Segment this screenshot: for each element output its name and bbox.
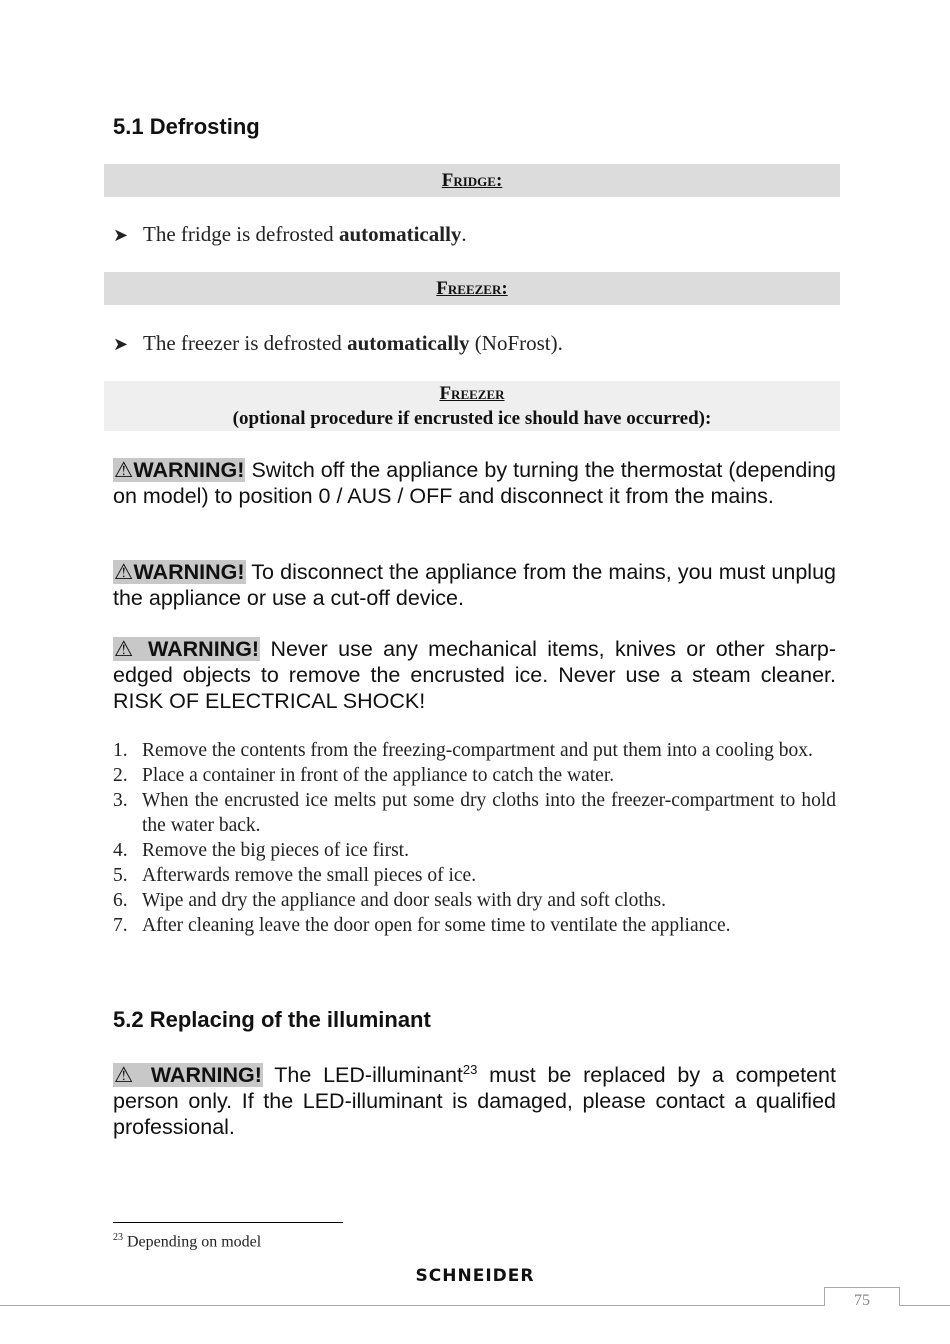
warning-tag: WARNING! xyxy=(133,560,245,584)
freezer-band xyxy=(104,272,840,305)
footnote-text: Depending on model xyxy=(123,1233,262,1251)
fridge-text: The fridge is defrosted xyxy=(143,222,339,246)
list-item: 5. Afterwards remove the small pieces of ice. xyxy=(113,865,477,886)
warning-tag: WARNING! xyxy=(133,458,245,482)
list-item: 1. Remove the contents from the freezing-compartment and put them into a cooling box. xyxy=(113,740,813,761)
brand-logo: SCHNEIDER xyxy=(415,1266,535,1286)
freezer-text: The freezer is defrosted xyxy=(143,331,348,355)
fridge-bullet xyxy=(113,222,467,247)
page-number: 75 xyxy=(824,1287,900,1306)
freezer-label: Freezer: xyxy=(436,278,508,299)
fridge-text-bold: automatically xyxy=(338,222,462,246)
defrost-steps-list xyxy=(113,738,836,938)
warning-switch-off xyxy=(113,457,836,509)
section-heading-defrosting: 5.1 Defrosting xyxy=(113,114,260,139)
list-item: 6. Wipe and dry the appliance and door seals with dry and soft cloths. xyxy=(113,890,666,911)
list-item: 4. Remove the big pieces of ice first. xyxy=(113,840,409,861)
freezer-optional-subtitle: (optional procedure if encrusted ice should have occurred): xyxy=(232,408,712,429)
arrow-bullet-icon: ➤ xyxy=(113,334,129,354)
footer-divider xyxy=(0,1305,950,1306)
warning-triangle-icon: ⚠ xyxy=(114,1063,140,1088)
footnote xyxy=(113,1232,261,1251)
warning-text: To disconnect the appliance from the mains, you must unplug the appliance or use a cut-off device. xyxy=(113,560,836,610)
fridge-band xyxy=(104,164,840,197)
warning-text: Switch off the appliance by turning the thermostat (depending on model) to position 0 / AUS / OFF and disconnect it from the mains. xyxy=(113,458,836,508)
warning-tag: WARNING! xyxy=(148,637,260,661)
arrow-bullet-icon: ➤ xyxy=(113,225,129,245)
freezer-text-bold: automatically xyxy=(347,331,470,355)
warning-disconnect xyxy=(113,559,836,611)
footnote-divider xyxy=(113,1222,343,1223)
footnote-number: 23 xyxy=(113,1232,123,1243)
fridge-text-end: . xyxy=(461,222,467,246)
freezer-optional-band xyxy=(104,381,840,431)
warning-triangle-icon: ⚠ xyxy=(114,458,134,482)
footnote-ref: 23 xyxy=(462,1062,478,1077)
freezer-text-end: (NoFrost). xyxy=(469,331,563,355)
warning-text: Never use any mechanical items, knives or other sharp-edged objects to remove the encrusted ice. Never use a steam cleaner. RISK OF ELECTRICAL SHOCK! xyxy=(113,637,836,713)
list-item: 7. After cleaning leave the door open for some time to ventilate the appliance. xyxy=(113,915,731,936)
warning-mechanical xyxy=(113,636,836,714)
warning-triangle-icon: ⚠ xyxy=(114,637,138,661)
warning-led xyxy=(113,1057,836,1140)
list-item: 2. Place a container in front of the appliance to catch the water. xyxy=(113,765,615,786)
freezer-bullet xyxy=(113,331,563,356)
warning-text: The LED-illuminant xyxy=(262,1063,463,1088)
freezer-optional-label: Freezer xyxy=(439,383,505,404)
section-heading-illuminant: 5.2 Replacing of the illuminant xyxy=(113,1007,431,1032)
fridge-label: Fridge: xyxy=(441,170,503,191)
warning-triangle-icon: ⚠ xyxy=(114,560,134,584)
warning-tag: WARNING! xyxy=(150,1063,262,1088)
list-item: 3. When the encrusted ice melts put some dry cloths into the freezer-compartment to hold the water back. xyxy=(113,790,836,836)
warning-text-end: must be replaced by a competent person only. If the LED-illuminant is damaged, please contact a qualified professional. xyxy=(113,1063,836,1140)
